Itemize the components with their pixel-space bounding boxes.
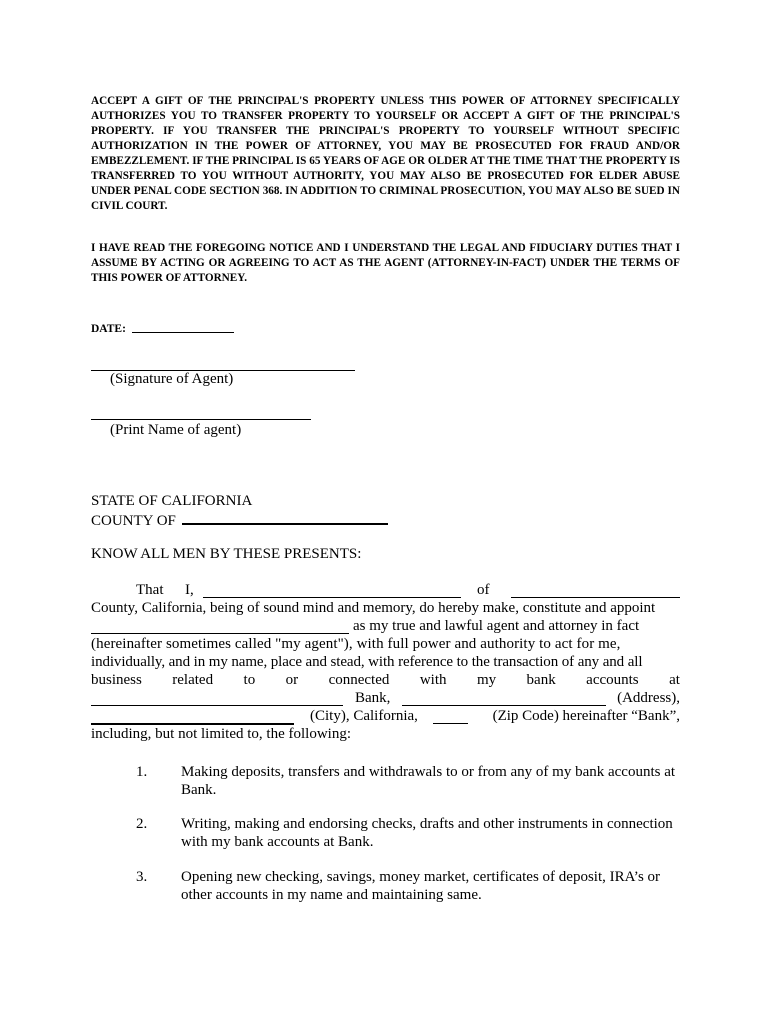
- para-word: connected: [328, 672, 390, 688]
- principal-name-blank[interactable]: [203, 584, 461, 598]
- para-line-3-text: as my true and lawful agent and attorney in fact: [353, 618, 640, 634]
- list-number: 3.: [136, 869, 148, 885]
- zip-blank[interactable]: [433, 710, 468, 724]
- know-all-heading: KNOW ALL MEN BY THESE PRESENTS:: [91, 546, 362, 562]
- bank-address-blank[interactable]: [402, 692, 606, 706]
- county-label: COUNTY OF: [91, 513, 176, 529]
- print-name-line[interactable]: [91, 419, 311, 420]
- para-zip: (Zip Code) hereinafter “Bank”,: [492, 708, 680, 724]
- list-text: Making deposits, transfers and withdrawals to or from any of my bank accounts at Bank.: [181, 764, 676, 798]
- agent-name-blank[interactable]: [91, 620, 349, 634]
- para-word: my: [476, 672, 497, 688]
- date-row: [91, 322, 234, 335]
- county-blank[interactable]: [182, 510, 388, 525]
- para-word: business: [91, 672, 142, 688]
- para-word: accounts: [586, 672, 639, 688]
- list-number: 1.: [136, 764, 148, 780]
- para-bank: Bank,: [355, 690, 391, 706]
- para-word: or: [285, 672, 299, 688]
- para-of: of: [477, 582, 490, 598]
- list-text: Opening new checking, savings, money market, certificates of deposit, IRA’s or other accounts in my name and maintaining same.: [181, 869, 661, 903]
- para-word: to: [243, 672, 256, 688]
- date-blank[interactable]: [132, 322, 234, 333]
- para-line-3: [91, 618, 680, 636]
- para-line-8: [91, 708, 680, 726]
- city-blank[interactable]: [91, 710, 294, 725]
- para-line-9: including, but not limited to, the following:: [91, 726, 351, 742]
- para-line-1: [91, 582, 680, 600]
- para-line-2: County, California, being of sound mind and memory, do hereby make, constitute and appoint: [91, 600, 656, 616]
- county-row: [91, 510, 388, 530]
- para-that: That: [136, 582, 164, 598]
- para-line-7: [91, 690, 680, 708]
- para-line-5: individually, and in my name, place and stead, with reference to the transaction of any and all: [91, 654, 643, 670]
- principal-county-blank[interactable]: [511, 584, 680, 598]
- para-city: (City), California,: [310, 708, 418, 724]
- date-label: DATE:: [91, 323, 126, 335]
- para-line-4: (hereinafter sometimes called "my agent"), with full power and authority to act for me,: [91, 636, 621, 652]
- para-i: I,: [185, 582, 194, 598]
- para-address: (Address),: [617, 690, 680, 706]
- state-line: STATE OF CALIFORNIA: [91, 493, 253, 509]
- bank-name-blank[interactable]: [91, 692, 343, 706]
- list-text: Writing, making and endorsing checks, drafts and other instruments in connection with my bank accounts at Bank.: [181, 816, 673, 850]
- para-word: with: [419, 672, 447, 688]
- para-line-6: [91, 672, 680, 690]
- para-word: bank: [526, 672, 556, 688]
- para-word: at: [669, 672, 680, 688]
- para-word: related: [172, 672, 214, 688]
- list-number: 2.: [136, 816, 148, 832]
- print-name-caption: (Print Name of agent): [110, 422, 242, 438]
- agent-warning-notice: ACCEPT A GIFT OF THE PRINCIPAL'S PROPERTY UNLESS THIS POWER OF ATTORNEY SPECIFICALLY AUTHORIZES YOU TO TRANSFER PROPERTY TO YOURSELF OR ACCEPT A GIFT OF THE PRINCIPAL'S PROPERTY. IF YOU TRANSFER THE PRINCIPAL'S PROPERTY TO YOURSELF WITHOUT SPECIFIC AUTHORIZATION IN THE POWER OF ATTORNEY, YOU MAY BE PROSECUTED FOR FRAUD AND/OR EMBEZZLEMENT. IF THE PRINCIPAL IS 65 YEARS OF AGE OR OLDER AT THE TIME THAT THE PROPERTY IS TRANSFERRED TO YOU WITHOUT AUTHORITY, YOU MAY ALSO BE PROSECUTED FOR ELDER ABUSE UNDER PENAL CODE SECTION 368. IN ADDITION TO CRIMINAL PROSECUTION, YOU MAY ALSO BE SUED IN CIVIL COURT.: [91, 95, 680, 212]
- signature-caption: (Signature of Agent): [110, 371, 234, 387]
- agent-acknowledgement: I HAVE READ THE FOREGOING NOTICE AND I UNDERSTAND THE LEGAL AND FIDUCIARY DUTIES THAT I ASSUME BY ACTING OR AGREEING TO ACT AS THE AGENT (ATTORNEY-IN-FACT) UNDER THE TERMS OF THIS POWER OF ATTORNEY.: [91, 242, 680, 284]
